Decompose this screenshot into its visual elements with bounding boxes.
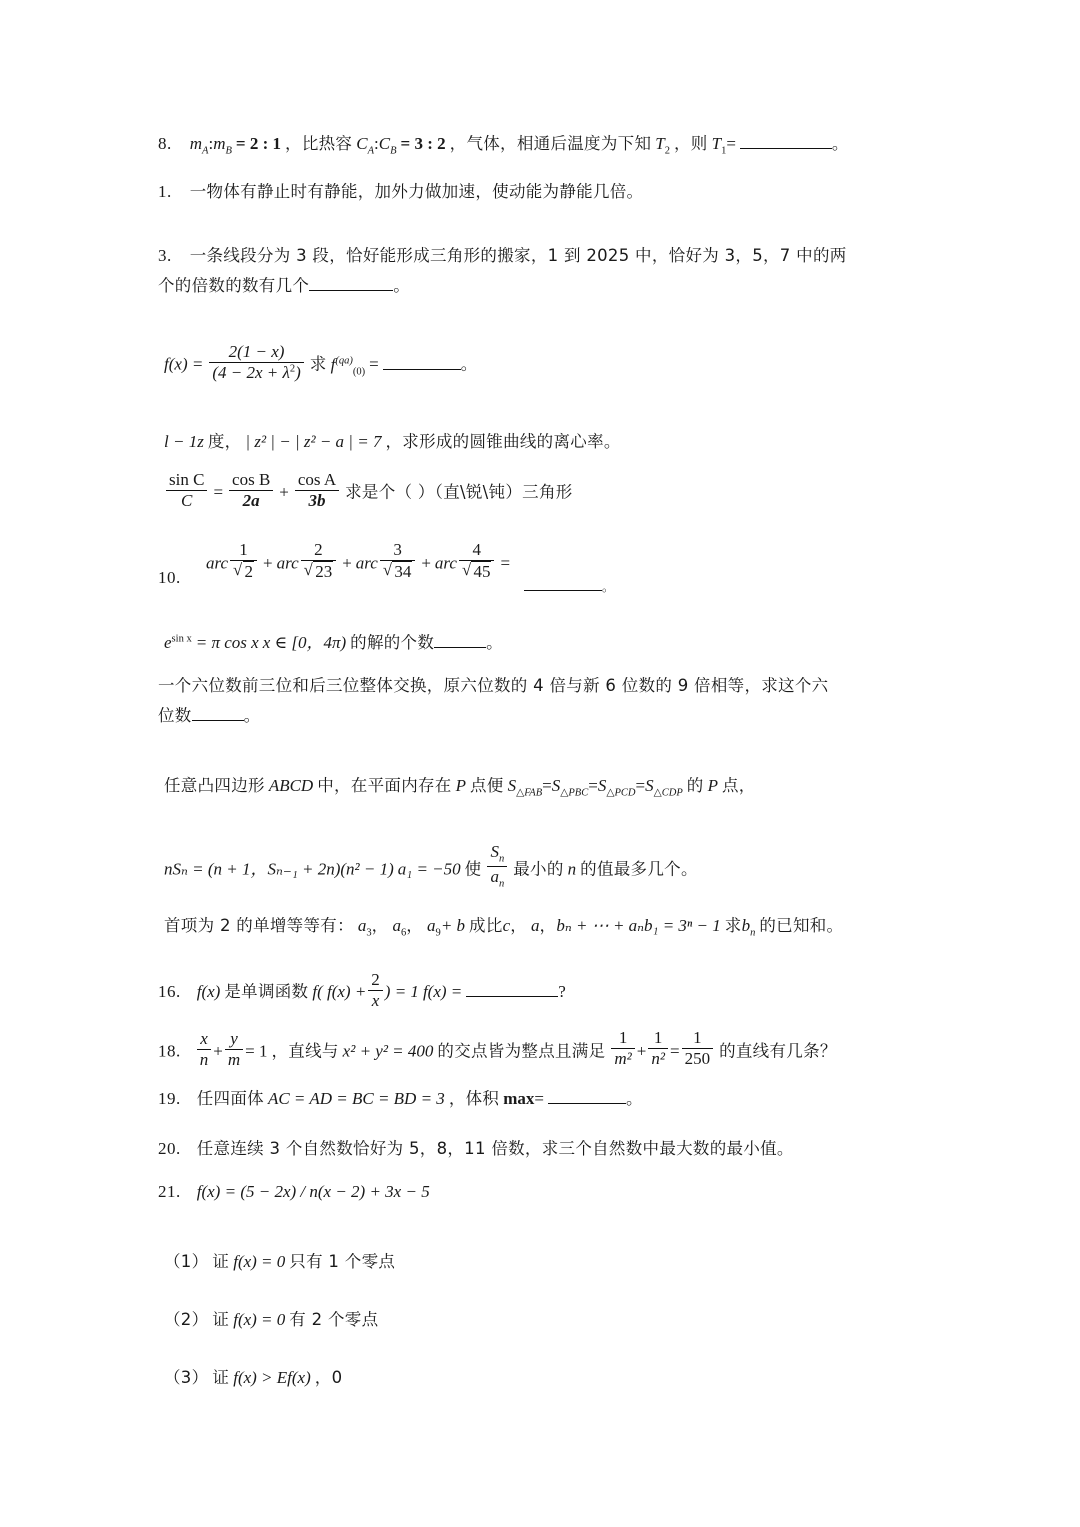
problem-3: 3. 一条线段分为 3 段，恰好能形成三角形的搬家，1 到 2025 中，恰好为 3，5，7 中的两 个的倍数的数有几个 。 [158, 246, 847, 295]
problem-8-number: 8. [158, 134, 172, 153]
subquestion-3-expression: f(x) > Ef(x) [233, 1368, 311, 1387]
problem-19-max-label: max [503, 1089, 535, 1108]
problem-1-number: 1. [158, 182, 172, 201]
problem-18-line-fraction-2: $\frac{y}{m}$ [225, 1029, 243, 1069]
exp-answer-blank[interactable] [434, 647, 486, 648]
seq2-bn: $b_n$ [741, 916, 756, 939]
conic-expression: | z² | − | z² − a | = 7 [245, 432, 382, 451]
fx-ask-label: 求 [309, 354, 327, 374]
problem-sequence-first2: 首项为 2 的单增等等有： $a_3$， $a_6$， $a_9+ b$ 成比c， a，bₙ + ⋯ + aₙb₁ = 3ⁿ − 1 求$b_n$ 的已知和。 [164, 916, 844, 939]
seq-sn-use: 使 [464, 859, 482, 879]
fx-derivative-symbol: $f^{(qa)}_{(0)}$ [330, 354, 366, 377]
exp-tail: 的解的个数 [350, 633, 435, 652]
subquestion-3-label: （3） [164, 1368, 209, 1387]
problem-exp-equation: $e^{sin x} = \pi$ cos x x ∈ [0，4π) 的解的个数 。 [164, 633, 503, 652]
problem-21 [158, 1182, 430, 1202]
problem-16-answer-label: f(x) = [422, 982, 463, 1002]
problem-16: 16. f(x) 是单调函数 f( f(x) + $\frac{2}{x}$ ) = 1 f(x) = ? [158, 970, 566, 1010]
problem-18-mid: ，直线与 [271, 1041, 339, 1061]
subquestion-1-expression: f(x) = 0 [233, 1252, 286, 1271]
problem-18: 18. $\frac{x}{n}$ + $\frac{y}{m}$ = 1 ，直线与 x² + y² = 400 的交点皆为整点且满足 $\frac{1}{\text{m²}}$ + $\frac{1}{\text{n²}}$ = $\frac{1}{250}$ 的直线有几条？ [158, 1028, 837, 1069]
subquestion-1-tail: 只有 1 个零点 [289, 1252, 396, 1271]
quad-pre: 任意凸四边形 [164, 776, 265, 795]
problem-sequence-sn [164, 842, 698, 890]
exp-mid: = π cos x [195, 633, 259, 652]
problem-21-expression: f(x) = (5 − 2x) / n(x − 2) + 3x − 5 [196, 1182, 430, 1201]
quad-area-1: $S_{\triangle FAB}$ [507, 776, 543, 799]
subquestion-3-prove: 证 [212, 1368, 230, 1387]
problem-18-cond-fraction-2: $\frac{1}{\text{n²}}$ [648, 1028, 668, 1068]
problem-8-heat-ratio: = 3 : 2 [400, 134, 446, 153]
seq-sn-tail: 最小的 [513, 859, 564, 879]
triangle-lhs-fraction: $\frac{\text{sin C}}{C}$ [166, 470, 207, 510]
problem-3-number: 3. [158, 246, 172, 265]
seq2-series: bₙ + ⋯ + aₙb₁ = 3ⁿ − 1 [556, 916, 721, 935]
quad-area-4: $S_{\triangle CDP}$ [645, 776, 683, 799]
seq2-pre: 首项为 2 的单增等等有： [164, 916, 354, 935]
problem-3-line1: 一条线段分为 3 段，恰好能形成三角形的搬家，1 到 2025 中，恰好为 3，5，7 中的两 [189, 246, 847, 265]
fx-fraction [209, 342, 303, 382]
problem-16-equation: f( f(x) + $\frac{2}{x}$ ) = 1 [312, 970, 419, 1010]
triangle-term2-fraction: $\frac{\text{cos A}}{3b}$ [295, 470, 339, 510]
seq-sn-a1: a₁ = −50 [397, 859, 461, 879]
problem-19-answer-blank[interactable] [548, 1103, 626, 1104]
problem-8-t2: $T_2$ [655, 134, 670, 157]
problem-1 [158, 178, 643, 202]
exp-domain: x ∈ [0，4π) [262, 633, 347, 652]
quad-tail-b: 点， [721, 776, 756, 795]
problem-3-line2: 个的倍数的数有几个 [158, 276, 310, 295]
seq-sn-expression: nSₙ = (n + 1，Sₙ₋₁ + 2n)(n² − 1) [164, 859, 394, 879]
arc-term-2-fn: arc [276, 553, 299, 573]
seq2-c: c [502, 916, 511, 935]
six-digit-line2: 位数 [158, 706, 192, 725]
arc-term-2: 2 √ 23 [301, 540, 337, 581]
seq2-tail: 的已知和。 [759, 916, 844, 935]
subquestion-3-tail: ，0 [314, 1368, 343, 1387]
problem-18-number: 18. [158, 1041, 181, 1061]
arc-term-3: 3 √ 34 [380, 540, 416, 581]
problem-16-f: f(x) [196, 982, 221, 1002]
fx-answer-blank[interactable] [383, 369, 461, 370]
problem-18-line-fraction-1: $\frac{x}{n}$ [197, 1029, 212, 1069]
problem-8-heat-a: $C_A$ [356, 134, 375, 157]
quad-point-p2: P [707, 776, 718, 795]
quad-area-3: $S_{\triangle PCD}$ [597, 776, 636, 799]
seq2-a9: $a_9+ b$ [427, 916, 466, 939]
subquestion-2-tail: 有 2 个零点 [289, 1310, 379, 1329]
problem-triangle-type: $\frac{\text{sin C}}{C}$ = $\frac{\text{cos B}}{2a}$ + $\frac{\text{cos A}}{3b}$ 求是个（ ）（直\锐\钝）三角形 [164, 470, 573, 510]
arc-term-3-fn: arc [355, 553, 378, 573]
problem-19-expression: AC = AD = BC = BD = 3 [267, 1089, 445, 1108]
problem-18-cond-fraction-3: $\frac{1}{250}$ [682, 1028, 714, 1068]
arc-term-1: 1 √ 2 [230, 540, 257, 581]
quad-area-2: $S_{\triangle PBC}$ [551, 776, 589, 799]
problem-fx-derivative: f(x) = $\frac{2(1 - x)}{(4 - 2x + \lambda^2)}$ 求 $f^{(qa)}_{(0)}$ = 。 [164, 342, 478, 382]
problem-21-number: 21. [158, 1182, 181, 1201]
six-digit-answer-blank[interactable] [192, 720, 244, 721]
quad-point-p1: P [455, 776, 466, 795]
problem-1-text: 一物体有静止时有静能，加外力做加速，使动能为静能几倍。 [189, 182, 644, 201]
fx-lhs: f(x) = [164, 354, 204, 374]
arc-term-4-fn: arc [434, 553, 457, 573]
problem-3-answer-blank[interactable] [309, 290, 393, 291]
problem-quadrilateral: 任意凸四边形 ABCD 中，在平面内存在 P 点便 $S_{\triangle FAB}=S_{\triangle PBC}=S_{\triangle PCD}=S_{\triangle CDP}$ 的 P 点， [164, 776, 756, 799]
fx-numerator: 2(1 − x) [209, 342, 303, 363]
quad-mid2: 点便 [470, 776, 504, 795]
conic-tail: ，求形成的圆锥曲线的离心率。 [385, 432, 621, 451]
problem-10-number: 10. [158, 568, 181, 587]
quad-tail-a: 的 [686, 776, 704, 795]
seq-sn-n: n [567, 859, 577, 879]
subquestion-2 [164, 1306, 378, 1330]
seq2-a3: $a_3$ [357, 916, 372, 939]
problem-20-number: 20. [158, 1139, 181, 1158]
arc-term-4: 4 √ 45 [459, 540, 495, 581]
problem-16-monotone-label: 是单调函数 [224, 982, 309, 1002]
problem-conic [164, 428, 621, 452]
six-digit-line1: 一个六位数前三位和后三位整体交换，原六位数的 4 倍与新 6 位数的 9 倍相等，求这个六 [158, 676, 829, 695]
subquestion-2-prove: 证 [212, 1310, 230, 1329]
problem-19-number: 19. [158, 1089, 181, 1108]
problem-18-circle: x² + y² = 400 [342, 1041, 434, 1061]
problem-8-heat-label: ，比热容 [285, 134, 353, 153]
seq2-ratio-label: 成比 [469, 916, 503, 935]
exp-lhs: $e^{sin x}$ [164, 633, 192, 652]
quad-mid: 中，在平面内存在 [317, 776, 452, 795]
problem-20-text: 任意连续 3 个自然数恰好为 5，8，11 倍数，求三个自然数中最大数的最小值。 [196, 1139, 794, 1158]
arc-term-1-fn: arc [206, 553, 229, 573]
fx-denominator: $(4 - 2x + \lambda^2)$ [212, 362, 301, 382]
subquestion-2-label: （2） [164, 1310, 209, 1329]
problem-8-t1: $T_1$ [711, 134, 727, 157]
problem-8-answer-blank[interactable] [740, 148, 832, 149]
subquestion-2-expression: f(x) = 0 [233, 1310, 286, 1329]
seq-sn-fraction: $\frac{S_n}{a_n}$ [487, 842, 507, 890]
problem-six-digit: 一个六位数前三位和后三位整体交换，原六位数的 4 倍与新 6 位数的 9 倍相等，求这个六 位数 。 [158, 676, 829, 725]
problem-16-fraction: $\frac{2}{x}$ [368, 970, 383, 1010]
seq2-a6: $a_6$ [392, 916, 407, 939]
subquestion-1-prove: 证 [212, 1252, 230, 1271]
problem-18-cond-fraction-1: $\frac{1}{\text{m²}}$ [611, 1028, 634, 1068]
seq2-a: a [531, 916, 540, 935]
problem-8-then: ，则 [673, 134, 708, 153]
document-page: 8. $m_A:m_B = 2$ : 1 ，比热容 $C_A:C_B = 3$ : 2 ，气体，相通后温度为下知 $T_2$ ，则 $T_1=$ 。 1. 一物体有静止时有静能，加外力做加速，使动能为静能几倍。 3. 一条线段分为 3 段，恰好能形成三角形的搬家，1 到 2025 中，恰好为 3，5，7 中的两 个的倍数的数有几个 。 f(x) = $\frac{2(1 - x)}{(4 - 2x + \lambda^2)}$ 求 $f^{(qa)}_{(0)}$ = 。 l − 1z 度， | z² | − | z² − a | = 7 ，求形成的圆锥曲线的离心率。 $\frac{\text{sin C}}{C}$ = $\frac{\text{cos B}}{2a}$ + $\frac{\text{cos A}}{3b}$ 求是个（ ）（直\锐\钝）三角形 10. arc 1 √ 2 + arc 2 √ 23 + arc 3 √ 34 + arc 4 √ 45 = 。 $e^{sin x} = \pi$ cos x x ∈ [0，4π) 的解的个数 。 一个六位数前三位和后三位整体交换，原六位数的 4 倍与新 6 位数的 9 倍相等，求这个六 位数 。 任意凸四边形 ABCD 中，在平面内存在 P 点便 $S_{\triangle FAB}=S_{\triangle PBC}=S_{\triangle PCD}=S_{\triangle CDP}$ 的 P 点， nSₙ = (n + 1，Sₙ₋₁ + 2n)(n² − 1) a₁ = −50 使 $\frac{S_n}{a_n}$ 最小的 n 的值最多几个。 首项为 2 的单增等等有： $a_3$， $a_6$， $a_9+ b$ 成比c， a，bₙ + ⋯ + aₙb₁ = 3ⁿ − 1 求$b_n$ 的已知和。 16. f(x) 是单调函数 f( f(x) + $\frac{2}{x}$ ) = 1 f(x) = ? 18. $\frac{x}{n}$ + $\frac{y}{m}$ = 1 ，直线与 x² + y² = 400 的交点皆为整点且满足 $\frac{1}{\text{m²}}$ + $\frac{1}{\text{n²}}$ = $\frac{1}{250}$ 的直线有几条？ 19. 任四面体 AC = AD = BC = BD = 3 ，体积 max= 。 20. 任意连续 3 个自然数恰好为 5，8，11 倍数，求三个自然数中最大数的最小值。 21. f(x) = (5 − 2x) / n(x − 2) + 3x − 5 （1） 证 f(x) = 0 只有 1 个零点 （2） 证 f(x) = 0 有 2 个零点 （3） 证 f(x) > Ef(x) ，0 [0, 0, 1080, 1527]
seq2-ask: 求 [724, 916, 742, 935]
problem-8: 8. $m_A:m_B = 2$ : 1 ，比热容 $C_A:C_B = 3$ : 2 ，气体，相通后温度为下知 $T_2$ ，则 $T_1=$ 。 [158, 134, 849, 157]
seq-sn-tail2: 的值最多几个。 [580, 859, 698, 879]
problem-10-answer-blank[interactable] [524, 590, 602, 591]
problem-16-answer-blank[interactable] [466, 996, 558, 997]
problem-19-mid: ，体积 [448, 1089, 500, 1108]
quad-abcd: ABCD [268, 776, 314, 795]
subquestion-1-label: （1） [164, 1252, 209, 1271]
problem-8-mass-a: $m_A$ [189, 134, 209, 157]
triangle-term1-fraction: $\frac{\text{cos B}}{2a}$ [229, 470, 273, 510]
conic-degree-label: 度， [207, 432, 242, 451]
problem-19: 19. 任四面体 AC = AD = BC = BD = 3 ，体积 max= 。 [158, 1089, 643, 1108]
problem-18-mid2: 的交点皆为整点且满足 [437, 1041, 606, 1061]
conic-lhs: l − 1z [164, 432, 204, 451]
problem-19-pre: 任四面体 [196, 1089, 264, 1108]
subquestion-3 [164, 1364, 342, 1388]
subquestion-1 [164, 1248, 395, 1272]
problem-8-gas-text: ，气体，相通后温度为下知 [449, 134, 652, 153]
problem-16-number: 16. [158, 982, 181, 1002]
problem-8-mass-ratio: = 2 : 1 [235, 134, 282, 153]
triangle-tail: 求是个（ ）（直\锐\钝）三角形 [345, 482, 573, 502]
problem-20 [158, 1135, 794, 1159]
problem-18-tail: 的直线有几条？ [719, 1041, 837, 1061]
